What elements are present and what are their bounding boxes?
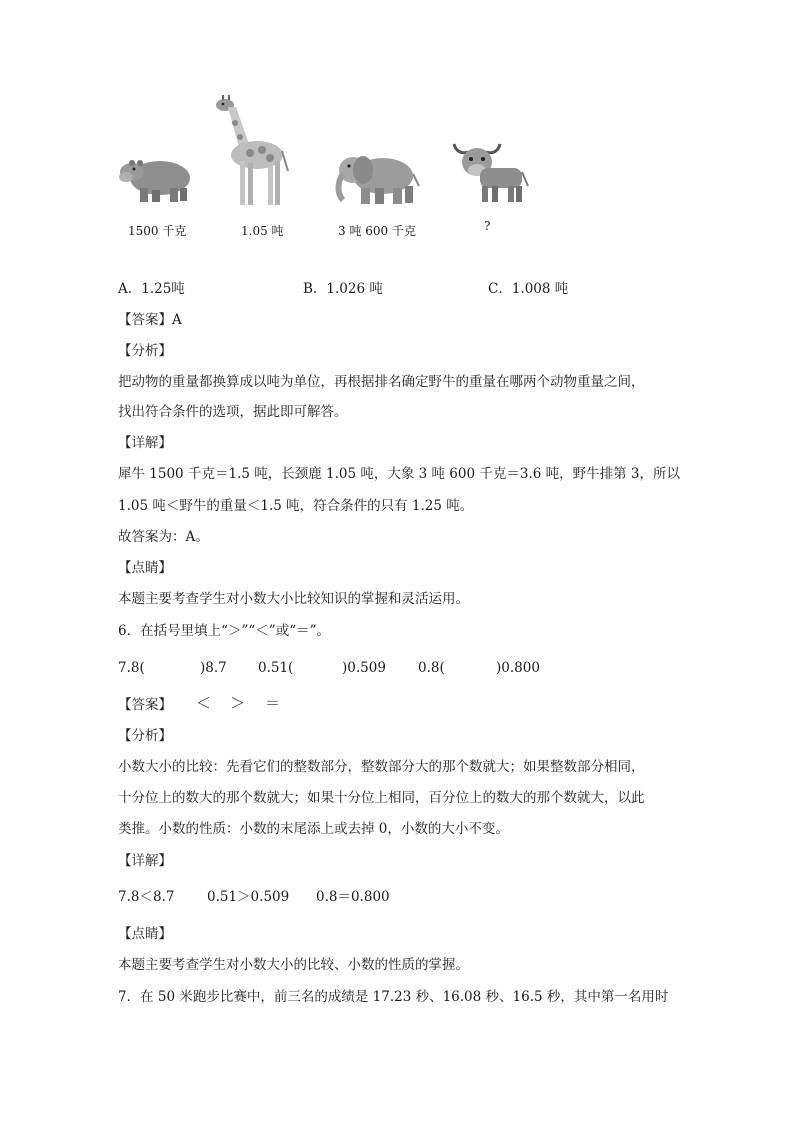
q6-comment-tag: 【点睛】 bbox=[118, 926, 172, 942]
hippo-picture bbox=[118, 150, 194, 206]
q6-analysis-line-2: 十分位上的数大的那个数就大；如果十分位上相同，百分位上的数大的那个数就大，以此 bbox=[118, 790, 645, 806]
q6-detail-tag: 【详解】 bbox=[118, 853, 172, 869]
q6-analysis-line-3: 类推。小数的性质：小数的末尾添上或去掉 0，小数的大小不变。 bbox=[118, 821, 509, 837]
q5-detail-line-1: 犀牛 1500 千克＝1.5 吨，长颈鹿 1.05 吨，大象 3 吨 600 千克＝3.6 吨，野牛排第 3，所以 bbox=[118, 466, 681, 482]
q5-comment: 本题主要考查学生对小数大小比较知识的掌握和灵活运用。 bbox=[118, 591, 469, 607]
q6-item-3-right: )0.800 bbox=[496, 660, 540, 676]
q6-detail-3: 0.8＝0.800 bbox=[316, 889, 390, 905]
ox-icon bbox=[450, 136, 530, 204]
q5-comment-tag: 【点睛】 bbox=[118, 560, 172, 576]
q6-answer-tag: 【答案】 bbox=[118, 697, 172, 713]
elephant-icon bbox=[333, 148, 421, 206]
q5-analysis-line-1: 把动物的重量都换算成以吨为单位，再根据排名确定野牛的重量在哪两个动物重量之间， bbox=[118, 374, 645, 390]
q6-analysis-line-1: 小数大小的比较：先看它们的整数部分，整数部分大的那个数就大；如果整数部分相同， bbox=[118, 759, 645, 775]
q5-analysis-tag: 【分析】 bbox=[118, 343, 172, 359]
q5-detail-line-3: 故答案为：A。 bbox=[118, 529, 209, 545]
q7-stem: 7．在 50 米跑步比赛中，前三名的成绩是 17.23 秒、16.08 秒、16.5 秒，其中第一名用时 bbox=[118, 989, 669, 1005]
q6-item-2-right: )0.509 bbox=[342, 660, 386, 676]
q5-detail-line-2: 1.05 吨＜野牛的重量＜1.5 吨，符合条件的只有 1.25 吨。 bbox=[118, 498, 474, 514]
giraffe-picture bbox=[210, 95, 290, 207]
giraffe-label: 1.05 吨 bbox=[241, 224, 284, 238]
q6-detail-2: 0.51＞0.509 bbox=[207, 889, 290, 905]
ox-label: ? bbox=[484, 219, 491, 233]
option-b: B．1.026 吨 bbox=[303, 281, 383, 297]
q6-item-1-right: )8.7 bbox=[200, 660, 227, 676]
q6-item-1-left: 7.8( bbox=[118, 660, 145, 676]
option-c: C．1.008 吨 bbox=[488, 281, 569, 297]
hippo-label: 1500 千克 bbox=[128, 224, 187, 238]
q5-answer: 【答案】A bbox=[118, 312, 182, 328]
q5-detail-tag: 【详解】 bbox=[118, 435, 172, 451]
q6-answer-3: ＝ bbox=[265, 694, 281, 712]
q6-comment: 本题主要考查学生对小数大小的比较、小数的性质的掌握。 bbox=[118, 957, 469, 973]
q6-analysis-tag: 【分析】 bbox=[118, 728, 172, 744]
q6-detail-1: 7.8＜8.7 bbox=[118, 889, 175, 905]
q5-analysis-line-2: 找出符合条件的选项，据此即可解答。 bbox=[118, 404, 348, 420]
q6-stem: 6．在括号里填上“＞”“＜”或“＝”。 bbox=[118, 623, 330, 639]
elephant-label: 3 吨 600 千克 bbox=[338, 224, 416, 238]
q6-item-2-left: 0.51( bbox=[258, 660, 294, 676]
option-a: A．1.25吨 bbox=[118, 281, 185, 297]
hippo-icon bbox=[118, 150, 194, 206]
q6-item-3-left: 0.8( bbox=[418, 660, 445, 676]
giraffe-icon bbox=[210, 95, 290, 207]
elephant-picture bbox=[333, 148, 421, 206]
q6-answer-1: ＜ bbox=[196, 694, 212, 712]
ox-picture bbox=[450, 136, 530, 204]
q6-answer-2: ＞ bbox=[230, 694, 246, 712]
